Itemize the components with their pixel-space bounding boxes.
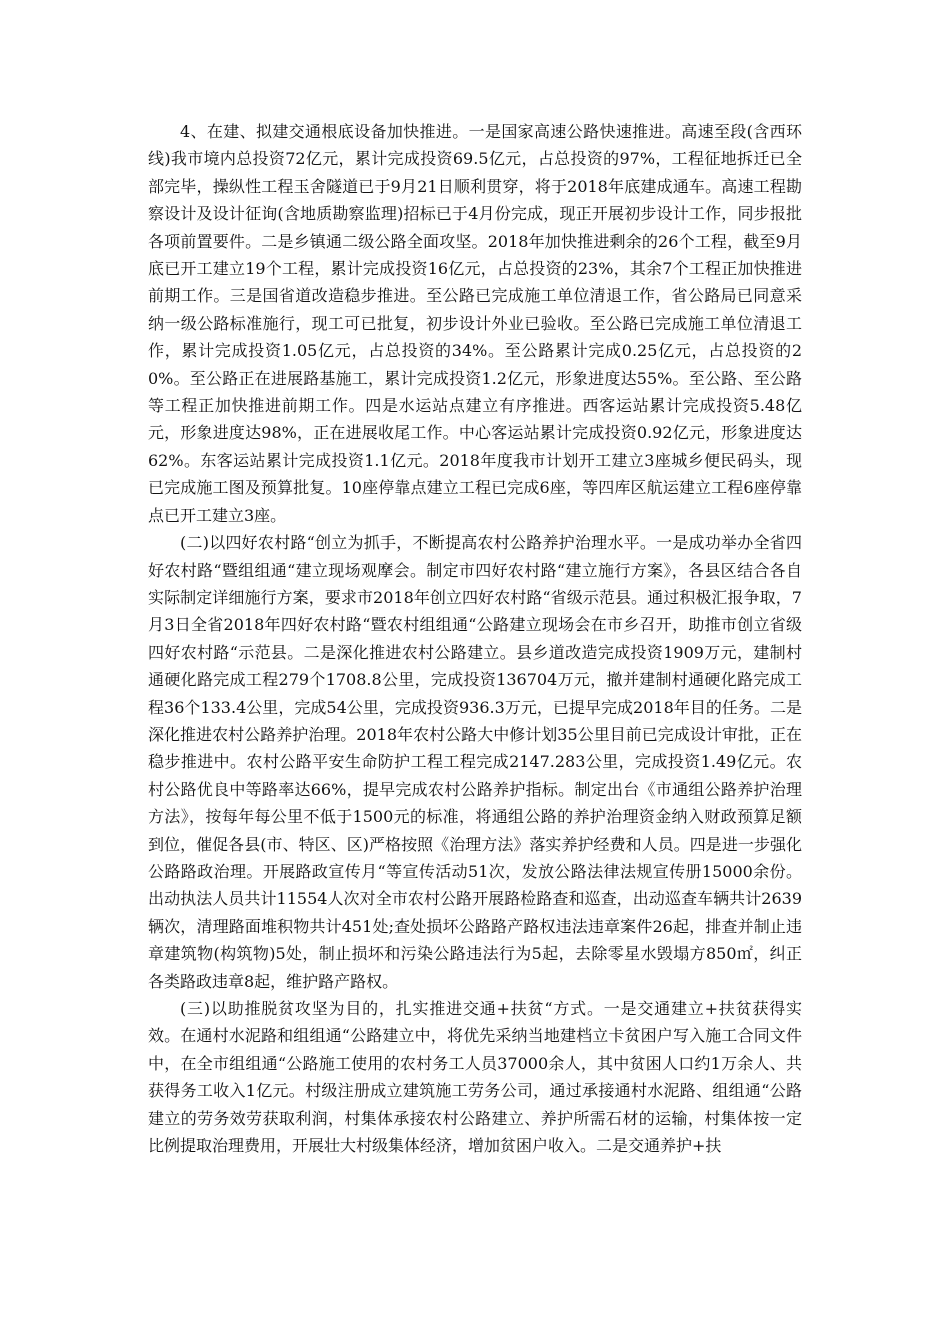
paragraph-rural-roads: (二)以四好农村路“创立为抓手，不断提高农村公路养护治理水平。一是成功举办全省四好农村路“暨组组通“建立现场观摩会。制定市四好农村路“建立施行方案》，各县区结合各自实际制定详细施行方案，要求市2018年创立四好农村路“省级示范县。通过积极汇报争取，7月3日全省2018年四好农村路“暨农村组组通“公路建立现场会在市乡召开，助推市创立省级四好农村路“示范县。二是深化推进农村公路建立。县乡道改造完成投资1909万元，建制村通硬化路完成工程279个1708.8公里，完成投资136704万元，撤并建制村通硬化路完成工程36个133.4公里，完成54公里，完成投资936.3万元，已提早完成2018年目的任务。二是深化推进农村公路养护治理。2018年农村公路大中修计划35公里目前已完成设计审批，正在稳步推进中。农村公路平安生命防护工程工程完成2147.283公里，完成投资1.49亿元。农村公路优良中等路率达66%，提早完成农村公路养护指标。制定出台《市通组公路养护治理方法》，按每年每公里不低于1500元的标准，将通组公路的养护治理资金纳入财政预算足额到位，催促各县(市、特区、区)严格按照《治理方法》落实养护经费和人员。四是进一步强化公路路政治理。开展路政宣传月“等宣传活动51次，发放公路法律法规宣传册15000余份。出动执法人员共计11554人次对全市农村公路开展路检路查和巡查，出动巡查车辆共计2639辆次，清理路面堆积物共计451处;查处损坏公路路产路权违法违章案件26起，排查并制止违章建筑物(构筑物)5处，制止损坏和污染公路违法行为5起，去除零星水毁塌方850㎡，纠正各类路政违章8起，维护路产路权。 — [148, 533, 802, 991]
document-body — [148, 118, 802, 1159]
paragraph-poverty-alleviation: (三)以助推脱贫攻坚为目的，扎实推进交通+扶贫“方式。一是交通建立+扶贫获得实效。在通村水泥路和组组通“公路建立中，将优先采纳当地建档立卡贫困户写入施工合同文件中，在全市组组通“公路施工使用的农村务工人员37000余人，其中贫困人口约1万余人、共获得务工收入1亿元。村级注册成立建筑施工劳务公司，通过承接通村水泥路、组组通“公路建立的劳务效劳获取利润，村集体承接农村公路建立、养护所需石材的运输，村集体按一定比例提取治理费用，开展壮大村级集体经济，增加贫困户收入。二是交通养护+扶 — [148, 999, 802, 1156]
paragraph-transport-infrastructure: 4、在建、拟建交通根底设备加快推进。一是国家高速公路快速推进。高速至段(含西环线)我市境内总投资72亿元，累计完成投资69.5亿元，占总投资的97%，工程征地拆迁已全部完毕，操纵性工程玉舍隧道已于9月21日顺利贯穿，将于2018年底建成通车。高速工程勘察设计及设计征询(含地质勘察监理)招标已于4月份完成，现正开展初步设计工作，同步报批各项前置要件。二是乡镇通二级公路全面攻坚。2018年加快推进剩余的26个工程，截至9月底已开工建立19个工程，累计完成投资16亿元，占总投资的23%，其余7个工程正加快推进前期工作。三是国省道改造稳步推进。至公路已完成施工单位清退工作，省公路局已同意采纳一级公路标准施行，现工可已批复，初步设计外业已验收。至公路已完成施工单位清退工作，累计完成投资1.05亿元，占总投资的34%。至公路累计完成0.25亿元，占总投资的20%。至公路正在进展路基施工，累计完成投资1.2亿元，形象进度达55%。至公路、至公路等工程正加快推进前期工作。四是水运站点建立有序推进。西客运站累计完成投资5.48亿元，形象进度达98%，正在进展收尾工作。中心客运站累计完成投资0.92亿元，形象进度达62%。东客运站累计完成投资1.1亿元。2018年度我市计划开工建立3座城乡便民码头，现已完成施工图及预算批复。10座停靠点建立工程已完成6座，等四库区航运建立工程6座停靠点已开工建立3座。 — [148, 122, 802, 525]
